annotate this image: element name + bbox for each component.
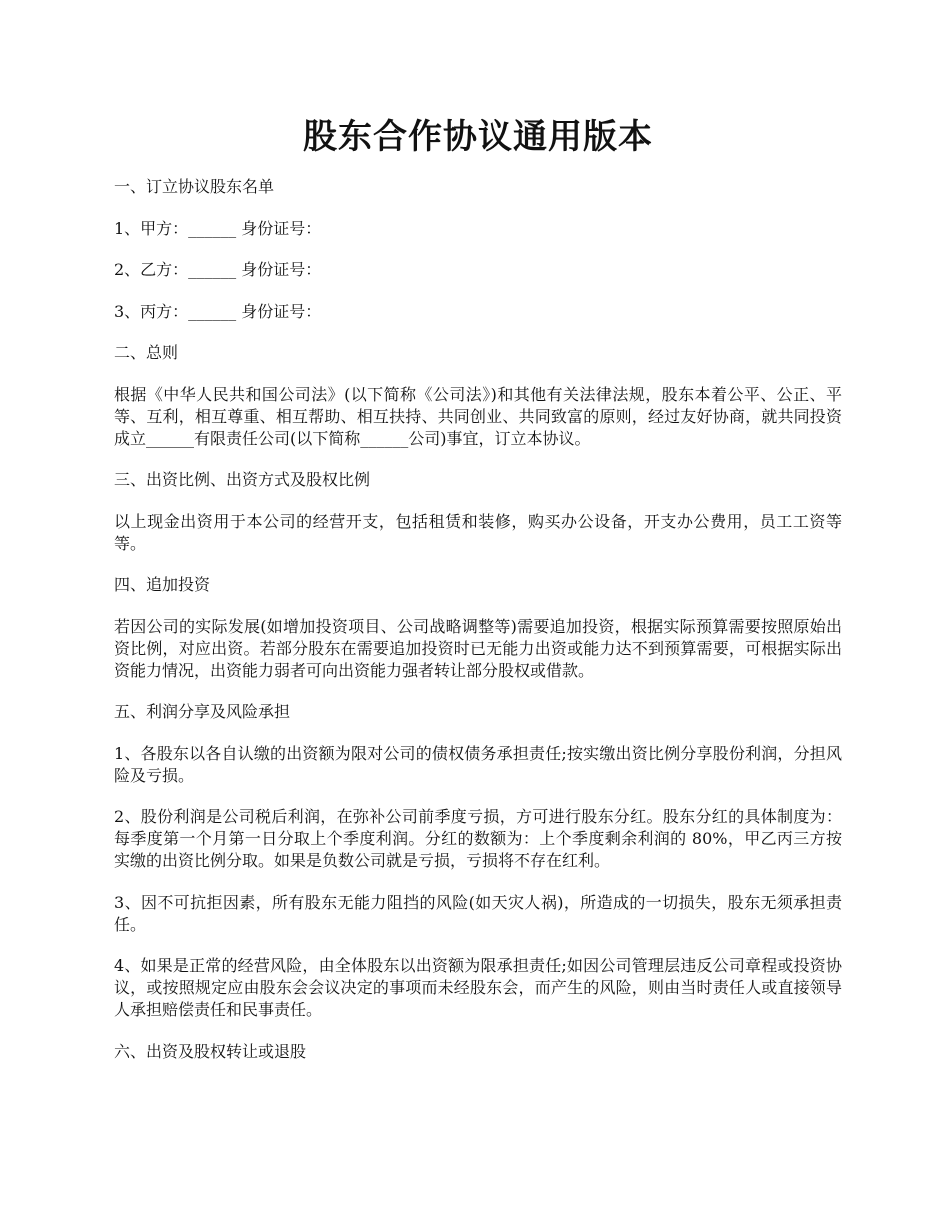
additional-investment-paragraph: 若因公司的实际发展(如增加投资项目、公司战略调整等)需要追加投资，根据实际预算需要按照原始出资比例，对应出资。若部分股东在需要追加投资时已无能力出资或能力达不到预算需要，可根据实际出资能力情况，出资能力弱者可向出资能力强者转让部分股权或借款。 (114, 616, 842, 680)
party-c-line: 3、丙方：______ 身份证号： (114, 301, 322, 321)
section-heading-capital: 三、出资比例、出资方式及股权比例 (114, 470, 371, 489)
profit-risk-item-4: 4、如果是正常的经营风险，由全体股东以出资额为限承担责任;如因公司管理层违反公司章程或投资协议，或按照规定应由股东会会议决定的事项而未经股东会，而产生的风险，则由当时责任人或直接领导人承担赔偿责任和民事责任。 (114, 956, 842, 1019)
section-heading-shareholder-list: 一、订立协议股东名单 (114, 177, 275, 196)
profit-risk-item-3: 3、因不可抗拒因素，所有股东无能力阻挡的风险(如天灾人祸)，所造成的一切损失，股东无须承担责任。 (114, 892, 842, 934)
party-a-line: 1、甲方：______ 身份证号： (114, 218, 322, 238)
capital-paragraph: 以上现金出资用于本公司的经营开支，包括租赁和装修，购买办公设备，开支办公费用，员工工资等等。 (114, 511, 842, 553)
general-paragraph: 根据《中华人民共和国公司法》(以下简称《公司法》)和其他有关法律法规，股东本着公平、公正、平等、互利，相互尊重、相互帮助、相互扶持、共同创业、共同致富的原则，经过友好协商，就共同投资成立______有限责任公司(以下简称______公司)事宜，订立本协议。 (114, 384, 842, 448)
section-heading-additional-investment: 四、追加投资 (114, 575, 211, 594)
profit-risk-item-2: 2、股份利润是公司税后利润，在弥补公司前季度亏损，方可进行股东分红。股东分红的具体制度为：每季度第一个月第一日分取上个季度利润。分红的数额为：上个季度剩余利润的 80%，甲乙丙三方按实缴的出资比例分取。如果是负数公司就是亏损，亏损将不存在红利。 (114, 807, 842, 870)
section-heading-profit-risk: 五、利润分享及风险承担 (114, 702, 291, 721)
profit-risk-item-1: 1、各股东以各自认缴的出资额为限对公司的债权债务承担责任;按实缴出资比例分享股份利润，分担风险及亏损。 (114, 743, 842, 785)
section-heading-general: 二、总则 (114, 343, 179, 362)
section-heading-transfer: 六、出资及股权转让或退股 (114, 1041, 307, 1061)
document-title: 股东合作协议通用版本 (303, 117, 653, 157)
document-page (114, 112, 842, 1082)
party-b-line: 2、乙方：______ 身份证号： (114, 260, 322, 279)
